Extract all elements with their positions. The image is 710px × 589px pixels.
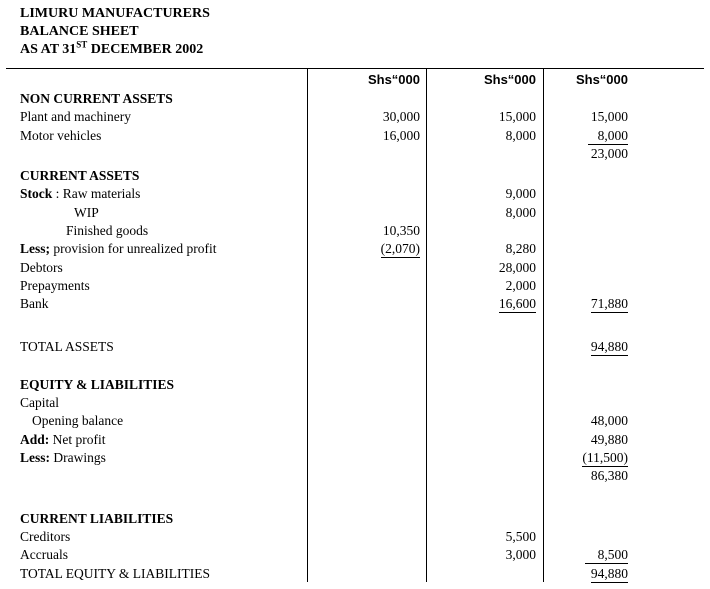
table-row — [0, 185, 710, 203]
amount-col3: (11,500) — [582, 450, 628, 466]
total-assets-label: TOTAL ASSETS — [20, 338, 114, 354]
table-row — [0, 412, 710, 430]
subtotal-noncurrent-assets: 23,000 — [590, 145, 628, 161]
row-label: Prepayments — [20, 277, 90, 293]
table-content — [0, 70, 710, 583]
statement-title: BALANCE SHEET — [20, 24, 139, 39]
amount-col1: 30,000 — [382, 109, 420, 125]
amount-col3: 49,880 — [590, 431, 628, 447]
row-label: Debtors — [20, 259, 63, 275]
table-row — [0, 259, 710, 277]
section-heading: CURRENT ASSETS — [20, 168, 140, 184]
row-label: Creditors — [20, 528, 71, 544]
section-spacer — [0, 314, 710, 338]
amount-col1: (2,070) — [380, 241, 420, 257]
amount-col3: 8,000 — [543, 127, 710, 145]
amount-col2: 28,000 — [498, 259, 536, 275]
date-superscript: ST — [76, 39, 88, 50]
amount-col3: 15,000 — [590, 109, 628, 125]
section-heading: NON CURRENT ASSETS — [20, 91, 173, 106]
row-label: Stock : Raw materials — [20, 186, 141, 202]
table-row — [0, 546, 710, 564]
table-row — [0, 565, 710, 583]
row-label: Capital — [20, 395, 59, 411]
table-row — [0, 108, 710, 126]
row-label: Bank — [20, 296, 49, 312]
total-equity-liabilities-label: TOTAL EQUITY & LIABILITIES — [20, 565, 211, 581]
amount-col3: 71,880 — [590, 296, 628, 312]
table-row — [0, 431, 710, 449]
row-label: WIP — [74, 204, 99, 220]
amount-col2: 2,000 — [505, 277, 536, 293]
table-row — [0, 449, 710, 467]
document-header — [20, 5, 210, 59]
row-label: Motor vehicles — [20, 127, 102, 143]
table-row — [0, 467, 710, 485]
amount-col2: 5,500 — [505, 528, 536, 544]
table-row — [0, 338, 710, 356]
table-row — [0, 222, 710, 240]
section-spacer — [0, 486, 710, 510]
amount-col2: 8,000 — [505, 127, 536, 143]
row-label: Finished goods — [66, 223, 149, 239]
amount-col1: 10,350 — [382, 223, 420, 239]
column-header-row — [0, 70, 710, 90]
row-label: Less: Drawings — [20, 450, 106, 466]
section-heading: CURRENT LIABILITIES — [20, 510, 174, 526]
table-row — [0, 240, 710, 258]
row-label: Accruals — [20, 547, 68, 563]
subtotal-equity: 86,380 — [590, 468, 628, 484]
row-label: Less; provision for unrealized profit — [20, 241, 217, 257]
row-label: Opening balance — [32, 413, 124, 429]
amount-col1: 16,000 — [382, 127, 420, 143]
row-label: Add: Net profit — [20, 431, 106, 447]
subtotal-current-liabilities: 8,500 — [543, 546, 710, 564]
table-row — [0, 145, 710, 163]
amount-col2: 8,280 — [505, 241, 536, 257]
table-row — [0, 394, 710, 412]
amount-col2: 3,000 — [505, 547, 536, 563]
total-assets-amount: 94,880 — [590, 338, 628, 354]
company-name: LIMURU MANUFACTURERS — [20, 6, 210, 21]
table-top-border — [6, 68, 704, 69]
table-row — [0, 528, 710, 546]
table-row — [0, 277, 710, 295]
table-row — [0, 510, 710, 528]
table-row — [0, 204, 710, 222]
column-header-2: Shs“000 — [483, 72, 536, 87]
table-row — [0, 90, 710, 108]
amount-col2: 9,000 — [505, 186, 536, 202]
row-label: Plant and machinery — [20, 109, 131, 125]
table-row — [0, 376, 710, 394]
statement-date: AS AT 31ST DECEMBER 2002 — [20, 39, 204, 57]
column-header-1: Shs“000 — [367, 72, 420, 87]
table-row — [0, 295, 710, 313]
amount-col3: 48,000 — [590, 413, 628, 429]
table-row — [0, 167, 710, 185]
table-row — [0, 127, 710, 145]
column-header-3: Shs“000 — [575, 72, 628, 87]
total-equity-liabilities-amount: 94,880 — [590, 565, 628, 581]
amount-col2: 15,000 — [498, 109, 536, 125]
section-spacer — [0, 356, 710, 376]
amount-col2: 16,600 — [498, 296, 536, 312]
section-heading: EQUITY & LIABILITIES — [20, 376, 175, 392]
amount-col2: 8,000 — [505, 204, 536, 220]
